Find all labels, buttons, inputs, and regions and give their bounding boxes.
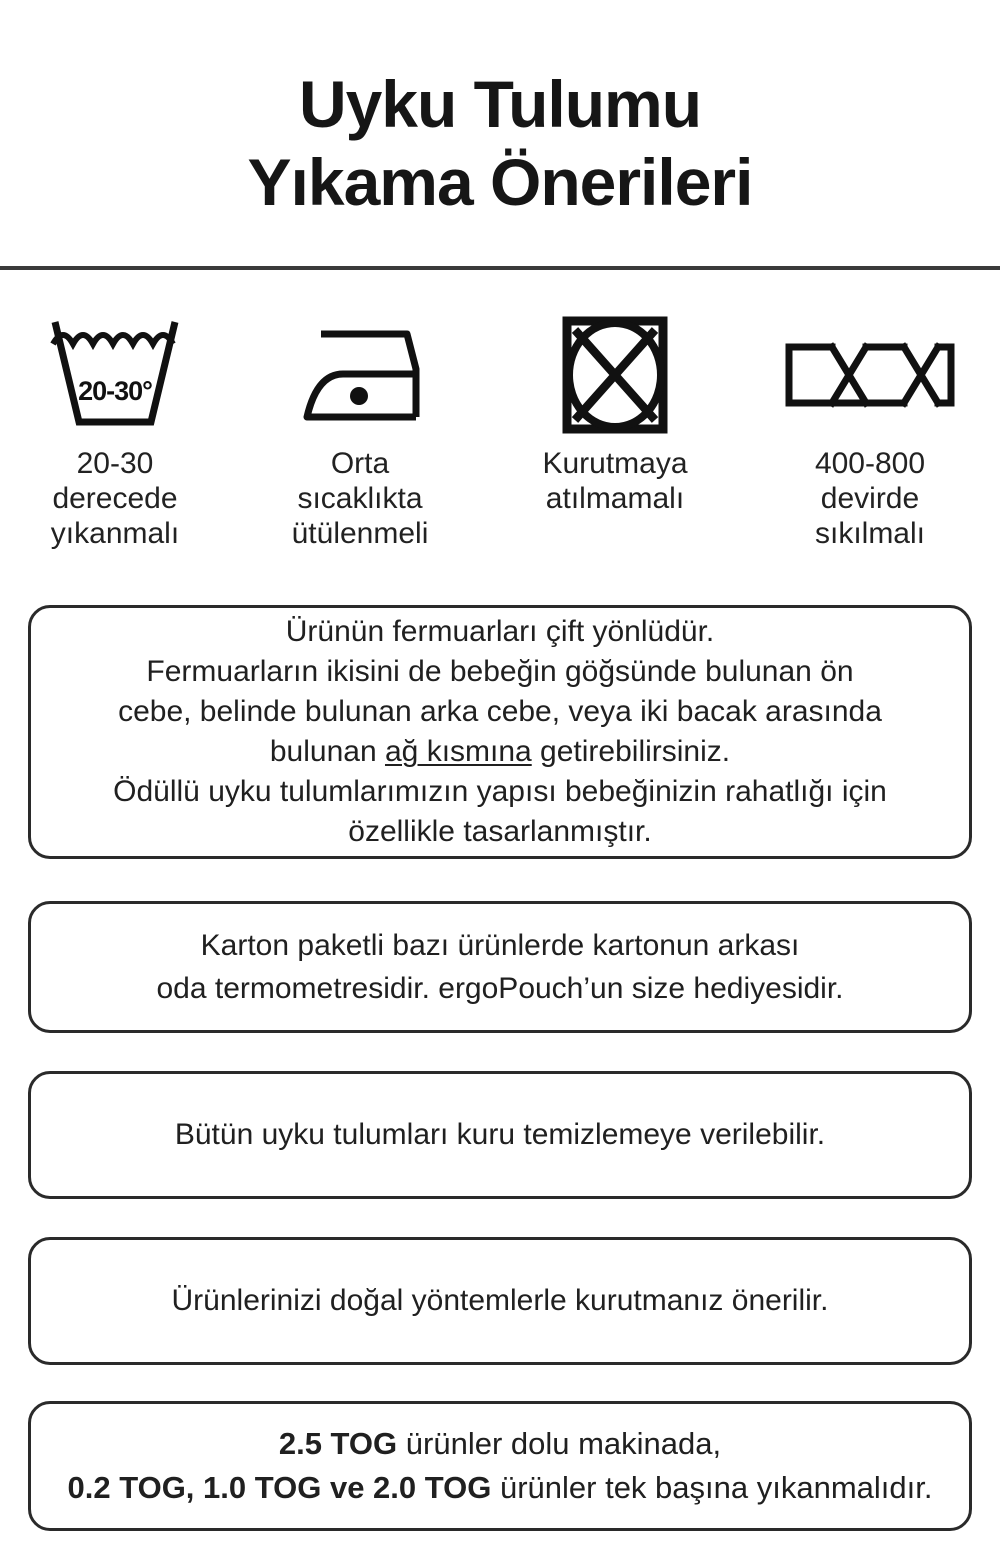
dryclean-text: Bütün uyku tulumları kuru temizlemeye verilebilir. bbox=[174, 1118, 826, 1152]
care-item-iron bbox=[230, 314, 490, 551]
zipper-text-line6: özellikle tasarlanmıştır. bbox=[348, 815, 652, 849]
wring-label-line1: 400-800 bbox=[814, 447, 926, 481]
care-instructions-page bbox=[0, 44, 1000, 1544]
tog-line2-rest: ürünler tek başına yıkanmalıdır. bbox=[491, 1470, 933, 1506]
iron-label bbox=[292, 446, 429, 551]
natural-dry-info-box bbox=[28, 1237, 972, 1365]
page-title bbox=[0, 44, 1000, 222]
zipper-text-line1: Ürünün fermuarları çift yönlüdür. bbox=[285, 615, 715, 649]
tog-text-line1 bbox=[279, 1422, 721, 1466]
wash-label-line1: 20-30 bbox=[76, 447, 154, 481]
zipper-line4-suffix: getirebilirsiniz. bbox=[531, 735, 731, 769]
tog-line1-rest: ürünler dolu makinada, bbox=[397, 1426, 722, 1462]
care-item-wash bbox=[0, 314, 230, 551]
no-tumble-dry-label-line2: atılmamalı bbox=[545, 482, 685, 516]
iron-label-line2: sıcaklıkta bbox=[297, 482, 423, 516]
divider-line bbox=[0, 266, 1000, 270]
wash-label-line3: yıkanmalı bbox=[50, 517, 180, 551]
natural-dry-text: Ürünlerinizi doğal yöntemlerle kurutmanız önerilir. bbox=[171, 1284, 829, 1318]
no-tumble-dry-label-line1: Kurutmaya bbox=[542, 447, 688, 481]
zipper-info-box bbox=[28, 605, 972, 859]
wash-temp-label: 20-30° bbox=[78, 376, 152, 407]
iron-label-line1: Orta bbox=[330, 447, 390, 481]
zipper-line4-prefix: bulunan bbox=[269, 735, 385, 769]
dryclean-info-box bbox=[28, 1071, 972, 1199]
wash-tub-icon bbox=[49, 314, 181, 436]
tog-info-box bbox=[28, 1401, 972, 1531]
thermometer-text-line2: oda termometresidir. ergoPouch’un size hediyesidir. bbox=[156, 972, 844, 1006]
tog-line1-bold: 2.5 TOG bbox=[278, 1426, 398, 1462]
zipper-line4-underlined: ağ kısmına bbox=[384, 735, 532, 769]
iron-label-line3: ütülenmeli bbox=[291, 517, 429, 551]
wring-label-line3: sıkılmalı bbox=[814, 517, 925, 551]
wash-label-line2: derecede bbox=[52, 482, 178, 516]
thermometer-text-line1: Karton paketli bazı ürünlerde kartonun arkası bbox=[200, 929, 800, 963]
care-item-no-tumble-dry bbox=[490, 314, 740, 551]
wash-label bbox=[51, 446, 179, 551]
care-item-wring bbox=[740, 314, 1000, 551]
zipper-text-line5: Ödüllü uyku tulumlarımızın yapısı bebeğinizin rahatlığı için bbox=[113, 775, 887, 809]
zipper-text-line3: cebe, belinde bulunan arka cebe, veya iki bacak arasında bbox=[118, 695, 882, 729]
no-tumble-dry-label bbox=[542, 446, 687, 516]
wring-spin-icon bbox=[784, 314, 956, 436]
tog-text-line2 bbox=[68, 1466, 933, 1510]
care-icons-row bbox=[0, 314, 1000, 551]
thermometer-info-box bbox=[28, 901, 972, 1033]
page-title-line1: Uyku Tulumu bbox=[298, 67, 702, 142]
zipper-text-line4 bbox=[270, 732, 730, 772]
no-tumble-dry-icon bbox=[562, 314, 668, 436]
wring-label-line2: devirde bbox=[820, 482, 920, 516]
zipper-text-line2: Fermuarların ikisini de bebeğin göğsünde bulunan ön bbox=[146, 655, 854, 689]
tog-line2-bold: 0.2 TOG, 1.0 TOG ve 2.0 TOG bbox=[67, 1470, 492, 1506]
iron-icon bbox=[295, 314, 425, 436]
wring-label bbox=[815, 446, 925, 551]
page-title-line2: Yıkama Önerileri bbox=[247, 145, 753, 220]
